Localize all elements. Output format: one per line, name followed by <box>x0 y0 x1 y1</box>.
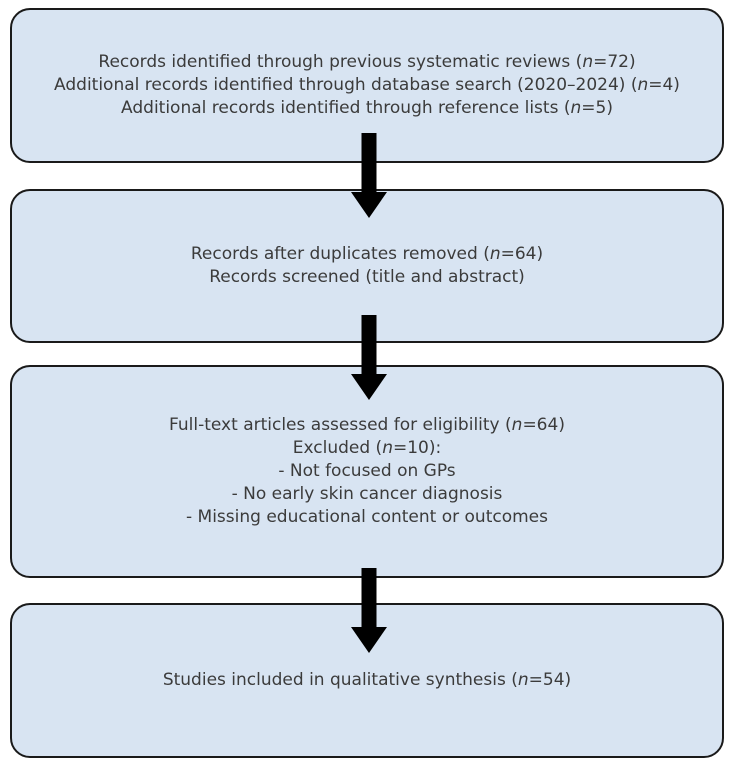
down-arrow-1 <box>351 133 387 218</box>
down-arrow-2 <box>351 315 387 400</box>
down-arrow-3 <box>351 568 387 653</box>
box-text-duplicates-removed: Records after duplicates removed (n=64) Records screened (title and abstract) <box>190 244 544 287</box>
box-text-records-identified: Records identified through previous systematic reviews (n=72) Additional records identified through database search (2020–2024) (n=4) Additional records identified through reference lists (n=5) <box>54 52 680 118</box>
box-text-fulltext-eligibility: Full-text articles assessed for eligibility (n=64) Excluded (n=10): - Not focused on GPs - No early skin cancer diagnosis - Missing educational content or outcomes <box>169 415 565 527</box>
box-text-studies-included: Studies included in qualitative synthesis (n=54) <box>162 670 572 690</box>
